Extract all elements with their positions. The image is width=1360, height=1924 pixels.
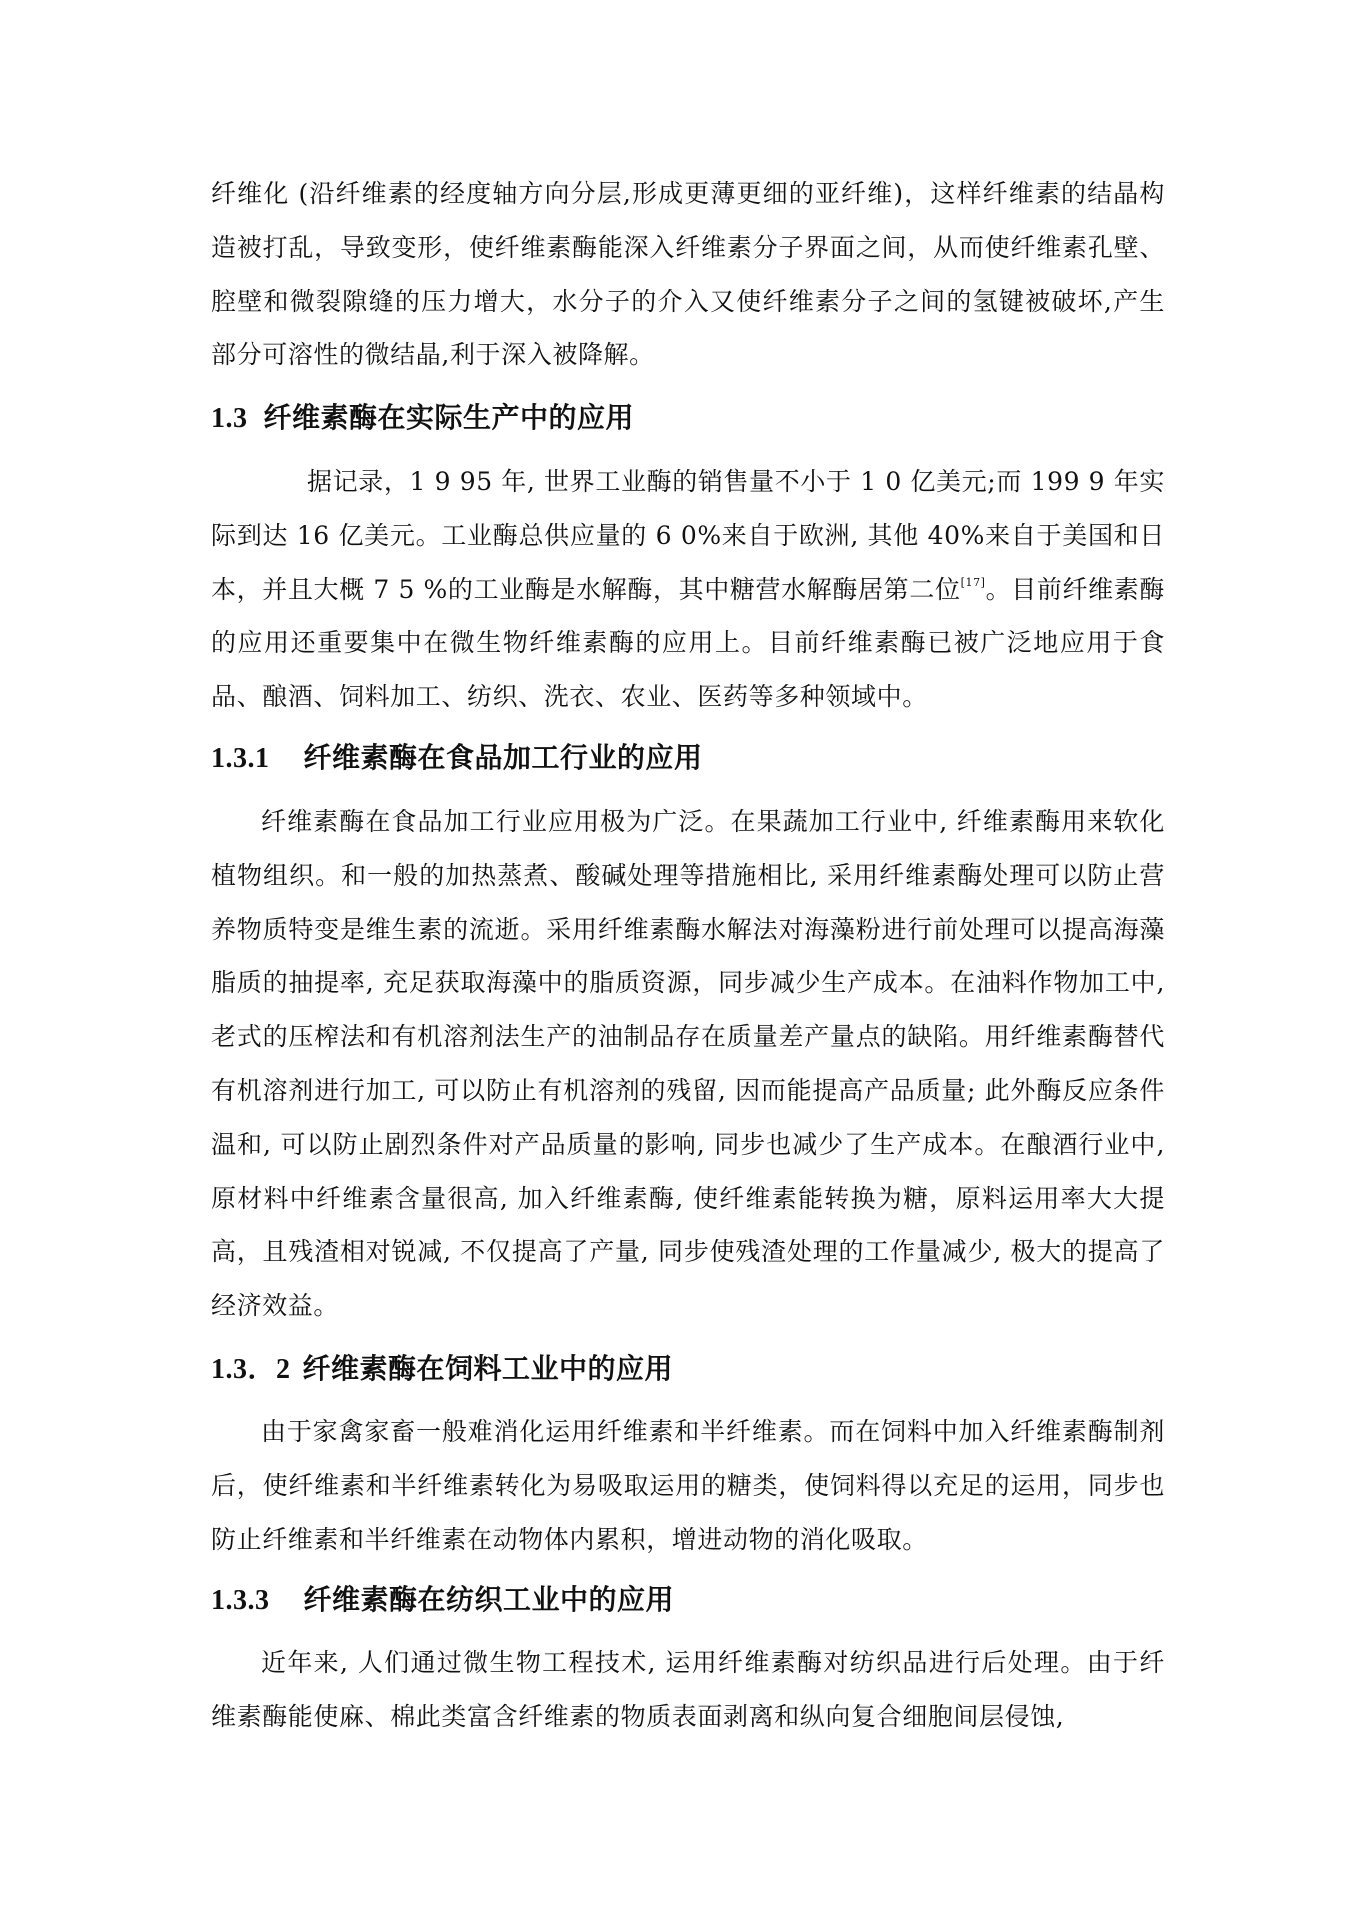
section-heading-1-3-2 <box>211 1349 673 1390</box>
section-title: 纤维素酶在实际生产中的应用 <box>263 401 635 434</box>
paragraph-text: 纤维素酶在食品加工行业应用极为广泛。在果蔬加工行业中, 纤维素酶用来软化植物组织。和一般的加热蒸煮、酸碱处理等措施相比, 采用纤维素酶处理可以防止营养物质特变是维生素的流逝。采用纤维素酶水解法对海藻粉进行前处理可以提高海藻脂质的抽提率, 充足获取海藻中的脂质资源，同步减少生产成本。在油料作物加工中, 老式的压榨法和有机溶剂法生产的油制品存在质量差产量点的缺陷。用纤维素酶替代有机溶剂进行加工, 可以防止有机溶剂的残留, 因而能提高产品质量; 此外酶反应条件温和, 可以防止剧烈条件对产品质量的影响, 同步也减少了生产成本。在酿酒行业中, 原材料中纤维素含量很高, 加入纤维素酶, 使纤维素能转换为糖，原料运用率大大提高，且残渣相对锐减, 不仅提高了产量, 同步使残渣处理的工作量减少, 极大的提高了经济效益。 <box>211 807 1165 1321</box>
section-title: 纤维素酶在纺织工业中的应用 <box>303 1583 675 1616</box>
section-heading-1-3 <box>211 398 634 439</box>
section-heading-1-3-3 <box>211 1580 674 1621</box>
section-number: 1.3.1 <box>211 743 270 774</box>
section-title: 纤维素酶在饲料工业中的应用 <box>302 1352 674 1385</box>
paragraph-food-processing <box>211 795 1165 1333</box>
paragraph-text: 由于家禽家畜一般难消化运用纤维素和半纤维素。而在饲料中加入纤维素酶制剂后，使纤维素和半纤维素转化为易吸取运用的糖类，使饲料得以充足的运用，同步也防止纤维素和半纤维素在动物体内累积，增进动物的消化吸取。 <box>211 1417 1165 1554</box>
paragraph-text: 近年来, 人们通过微生物工程技术, 运用纤维素酶对纺织品进行后处理。由于纤维素酶能使麻、棉此类富含纤维素的物质表面剥离和纵向复合细胞间层侵蚀, <box>211 1648 1165 1731</box>
section-number: 1.3 <box>211 403 248 434</box>
paragraph-feed-industry <box>211 1405 1165 1566</box>
paragraph-text: 。目前纤维素酶的应用还重要集中在微生物纤维素酶的应用上。目前纤维素酶已被广泛地应用于食品、酿酒、饲料加工、纺织、洗衣、农业、医药等多种领域中。 <box>211 574 1166 712</box>
paragraph-text: 纤维化 (沿纤维素的经度轴方向分层,形成更薄更细的亚纤维)，这样纤维素的结晶构造被打乱，导致变形，使纤维素酶能深入纤维素分子界面之间，从而使纤维素孔壁、腔壁和微裂隙缝的压力增大，水分子的介入又使纤维素分子之间的氢键被破坏,产生部分可溶性的微结晶,利于深入被降解。 <box>211 179 1165 370</box>
citation-reference: [17] <box>960 575 986 589</box>
paragraph-text: 据记录，1 9 95 年, 世界工业酶的销售量不小于 1 0 亿美元;而 199 9 年实际到达 16 亿美元。工业酶总供应量的 6 0%来自于欧洲, 其他 40%来自于美国和日本，并且大概 7 5 %的工业酶是水解酶，其中糖营水解酶居第二位 <box>211 467 1165 604</box>
section-number: 1.3.3 <box>211 1585 270 1616</box>
section-number: 1.3．2 <box>211 1354 291 1385</box>
section-title: 纤维素酶在食品加工行业的应用 <box>303 741 703 774</box>
paragraph-textile-industry <box>211 1636 1165 1744</box>
paragraph-industrial-enzyme-market <box>211 455 1165 724</box>
paragraph-fiber-structure <box>211 167 1165 382</box>
section-heading-1-3-1 <box>211 738 703 779</box>
